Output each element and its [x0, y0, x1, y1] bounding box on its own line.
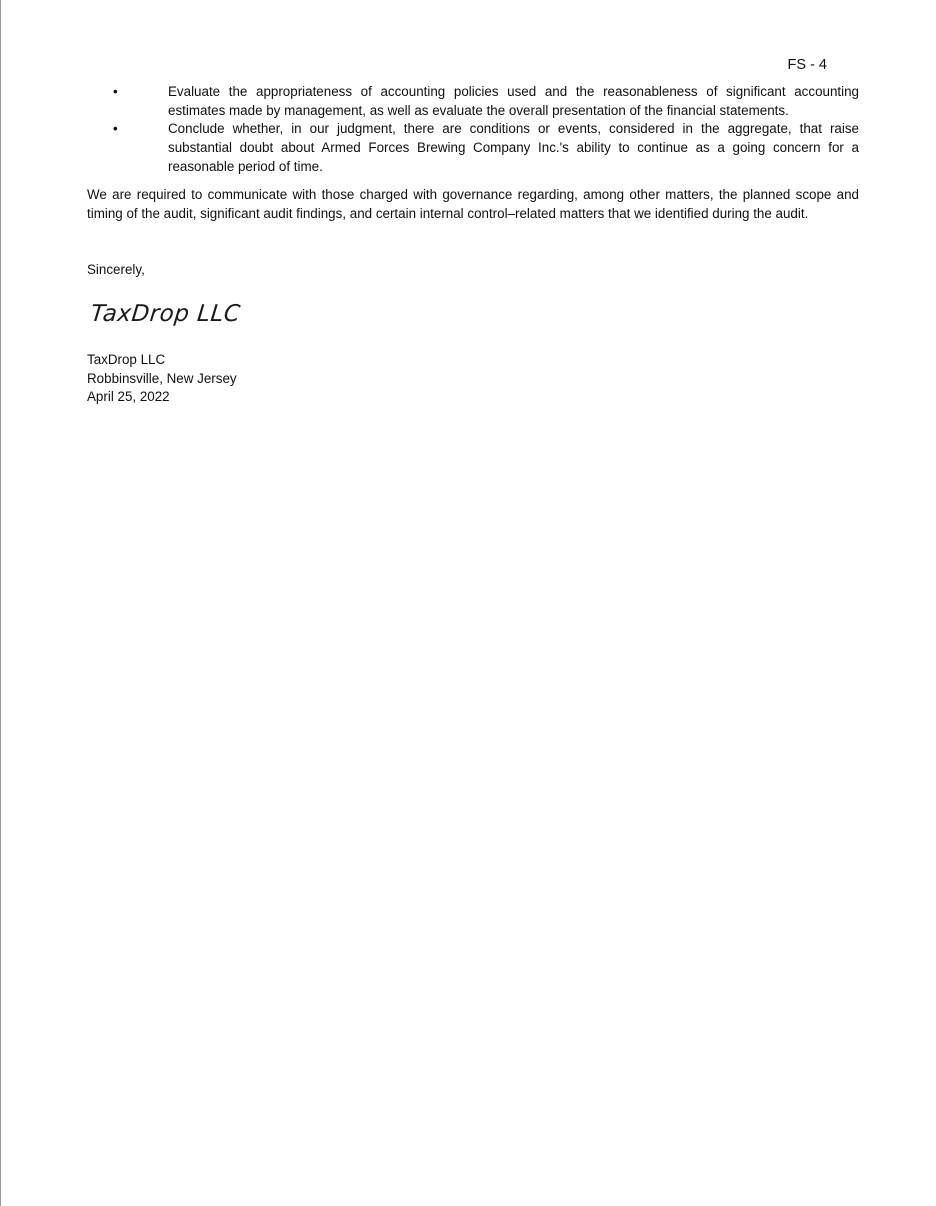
- page-number: FS - 4: [787, 57, 827, 73]
- bullet-item: [87, 120, 859, 176]
- closing-salutation: Sincerely,: [87, 262, 145, 277]
- governance-paragraph: We are required to communicate with those charged with governance regarding, among other matters, the planned scope and timing of the audit, significant audit findings, and certain internal control–related matters that we identified during the audit.: [87, 187, 859, 221]
- bullet-text: Evaluate the appropriateness of accounting policies used and the reasonableness of significant accounting estimates made by management, as well as evaluate the overall presentation of the financial statements.: [168, 84, 859, 118]
- handwritten-signature: TaxDrop LLC: [89, 301, 242, 327]
- signer-firm: TaxDrop LLC: [87, 352, 166, 367]
- signature-block: [87, 351, 237, 407]
- signer-location: Robbinsville, New Jersey: [87, 370, 237, 386]
- bullet-item: [87, 83, 859, 120]
- signer-date: April 25, 2022: [87, 389, 170, 405]
- bullet-icon: •: [113, 84, 118, 99]
- bullet-text: Conclude whether, in our judgment, there are conditions or events, considered in the aggregate, that raise substantial doubt about Armed Forces Brewing Company Inc.'s ability to continue as a going concern for a reasonable period of time.: [168, 121, 859, 174]
- bullet-icon: •: [113, 121, 118, 137]
- bullet-list: [87, 83, 859, 177]
